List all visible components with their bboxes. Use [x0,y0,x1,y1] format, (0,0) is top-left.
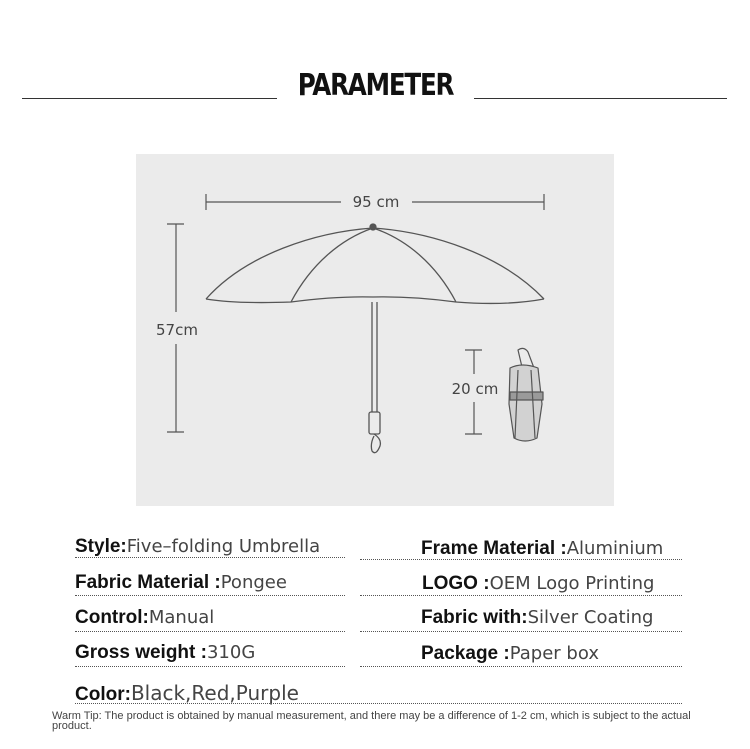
row-underline [360,559,682,560]
spec-control [75,607,214,629]
spec-package-value: Paper box [509,643,599,664]
spec-frame-material [421,538,663,560]
row-underline [75,631,345,632]
height-label: 57cm [156,321,198,339]
spec-gross-weight [75,642,255,664]
spec-control-value: Manual [148,607,215,628]
spec-package [421,643,599,665]
spec-gross-weight-label: Gross weight : [75,642,207,663]
warm-tip-note: Warm Tip: The product is obtained by manual measurement, and there may be a difference of 1-2 cm, which is subject to the actual product. [52,710,691,732]
spec-logo-label: LOGO : [422,573,490,594]
spec-style-value: Five–folding Umbrella [126,536,321,557]
row-underline [75,557,345,558]
folded-umbrella [509,348,543,441]
width-label: 95 cm [352,193,400,211]
row-underline [360,631,682,632]
row-underline [360,666,682,667]
section-header [0,68,750,112]
spec-style [75,536,320,558]
spec-gross-weight-value: 310G [206,642,256,663]
umbrella-illustration [136,154,614,506]
open-umbrella [206,224,544,453]
spec-logo [422,573,654,595]
folded-length-label: 20 cm [451,380,499,398]
umbrella-dimension-diagram [136,154,614,506]
row-underline [75,595,345,596]
row-underline [75,703,682,704]
row-underline [75,666,345,667]
spec-frame-material-label: Frame Material : [421,538,567,559]
spec-fabric-material-label: Fabric Material : [75,572,221,593]
spec-frame-material-value: Aluminium [566,538,664,559]
header-divider-right [474,98,727,99]
spec-control-label: Control: [75,607,149,628]
header-divider-left [22,98,277,99]
spec-fabric-with-value: Silver Coating [527,607,654,628]
spec-color-label: Color: [75,684,131,705]
row-underline [360,595,682,596]
spec-style-label: Style: [75,536,127,557]
page-title: PARAMETER [297,68,454,103]
spec-fabric-with [421,607,653,629]
spec-fabric-material-value: Pongee [220,572,287,593]
spec-package-label: Package : [421,643,510,664]
spec-logo-value: OEM Logo Printing [489,573,655,594]
spec-fabric-material [75,572,287,594]
spec-color-value: Black,Red,Purple [130,681,299,705]
spec-fabric-with-label: Fabric with: [421,607,528,628]
